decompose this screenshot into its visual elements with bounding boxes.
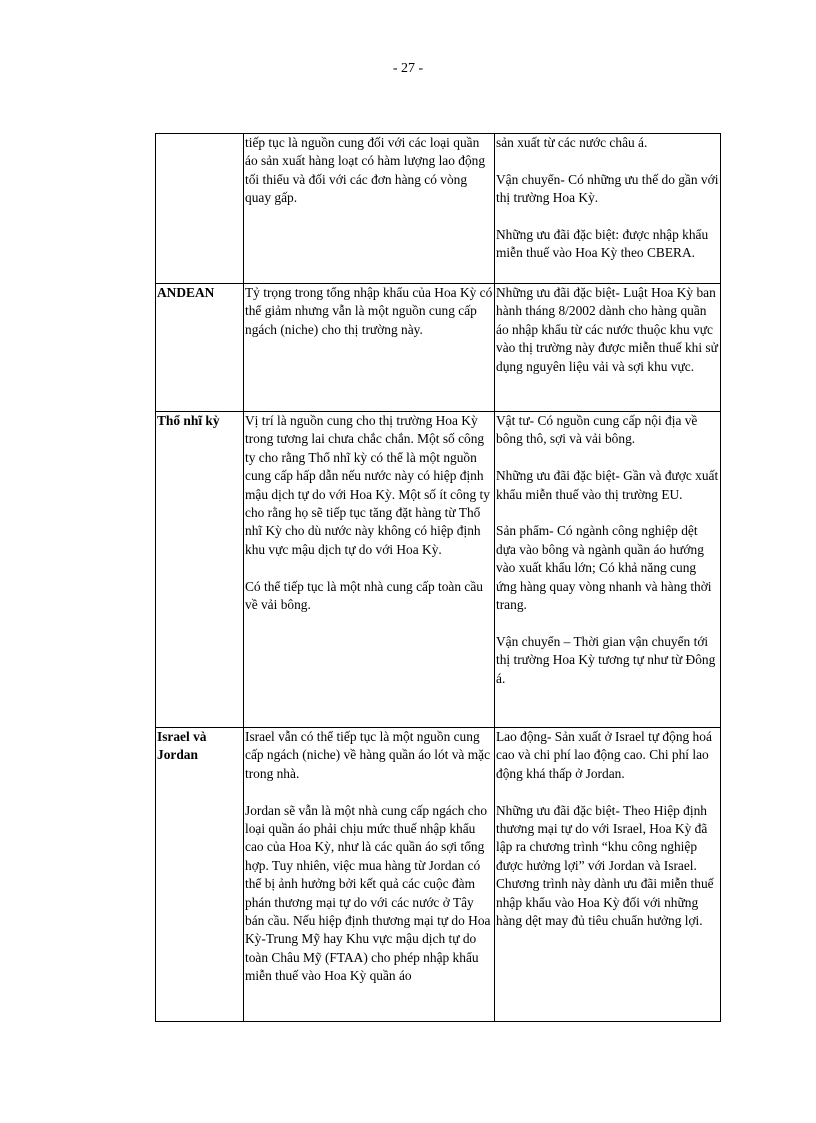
outlook-paragraph: Jordan sẽ vẫn là một nhà cung cấp ngách cho loại quần áo phải chịu mức thuế nhập khẩu cao của Hoa Kỳ, như là các quần áo sợi tổng hợp. Tuy nhiên, việc mua hàng từ Jordan có thể bị ảnh hưởng bởi kết quả các cuộc đàm phán thương mại tự do với các nước ở Tây bán cầu. Nếu hiệp định thương mại tự do Hoa Kỳ-Trung Mỹ hay Khu vực mậu dịch tự do toàn Châu Mỹ (FTAA) cho phép nhập khẩu miễn thuế vào Hoa Kỳ quần áo	[245, 802, 491, 984]
table-row	[156, 728, 721, 1022]
region-label: Thổ nhĩ kỳ	[157, 413, 220, 428]
table-row	[156, 284, 721, 412]
advantage-paragraph: Lao động- Sản xuất ở Israel tự động hoá cao và chi phí lao động cao. Chi phí lao động khá thấp ở Jordan.	[496, 729, 712, 781]
outlook-paragraph: tiếp tục là nguồn cung đối với các loại quần áo sản xuất hàng loạt có hàm lượng lao động tối thiểu và đối với các đơn hàng có vòng quay gấp.	[245, 135, 486, 206]
outlook-cell	[244, 134, 495, 284]
page-number: - 27 -	[392, 61, 424, 76]
outlook-paragraph: Vị trí là nguồn cung cho thị trường Hoa Kỳ trong tương lai chưa chắc chắn. Một số công ty cho rằng Thổ nhĩ kỳ có thể là một nguồn cung cấp hấp dẫn nếu nước này có hiệp định mậu dịch tự do với Hoa Kỳ. Một số ít công ty cho rằng họ sẽ tiếp tục tăng đặt hàng từ Thổ nhĩ Kỳ cho dù nước này không có hiệp định khu vực mậu dịch tự do với Hoa Kỳ.	[245, 413, 490, 557]
advantage-paragraph: Sản phẩm- Có ngành công nghiệp dệt dựa vào bông và ngành quần áo hướng vào xuất khẩu lớn; Có khả năng cung ứng hàng quay vòng nhanh và hàng thời trang.	[496, 523, 712, 613]
advantages-cell	[495, 134, 721, 284]
outlook-paragraph: Israel vẫn có thể tiếp tục là một nguồn cung cấp ngách (niche) về hàng quần áo lót và mặc trong nhà.	[245, 729, 491, 781]
advantages-cell	[495, 284, 721, 412]
outlook-paragraph: Có thể tiếp tục là một nhà cung cấp toàn cầu về vải bông.	[245, 578, 483, 613]
outlook-cell	[244, 284, 495, 412]
region-cell	[156, 284, 244, 412]
advantage-paragraph: Những ưu đãi đặc biệt- Luật Hoa Kỳ ban hành tháng 8/2002 dành cho hàng quần áo nhập khẩu từ các nước thuộc khu vực vào thị trường này được miễn thuế khi sử dụng nguyên liệu vải và sợi khu vực.	[496, 285, 718, 374]
advantage-paragraph: Vận chuyển- Có những ưu thế do gần với thị trường Hoa Kỳ.	[496, 171, 719, 206]
region-label: ANDEAN	[157, 285, 215, 300]
advantages-cell	[495, 412, 721, 728]
advantage-paragraph: Vật tư- Có nguồn cung cấp nội địa về bông thô, sợi và vải bông.	[496, 413, 698, 447]
advantage-paragraph: Những ưu đãi đặc biệt- Gần và được xuất khẩu miễn thuế vào thị trường EU.	[496, 468, 719, 502]
outlook-cell	[244, 728, 495, 1022]
advantage-paragraph: Những ưu đãi đặc biệt: được nhập khẩu miễn thuế vào Hoa Kỳ theo CBERA.	[496, 227, 709, 261]
outlook-cell	[244, 412, 495, 728]
advantage-paragraph: sản xuất từ các nước châu á.	[496, 135, 648, 150]
region-cell	[156, 728, 244, 1022]
table-row	[156, 412, 721, 728]
region-cell	[156, 134, 244, 284]
outlook-paragraph: Tỷ trọng trong tổng nhập khẩu của Hoa Kỳ có thể giảm nhưng vẫn là một nguồn cung cấp ngách (niche) cho thị trường này.	[245, 285, 493, 337]
advantage-paragraph: Vận chuyển – Thời gian vận chuyển tới thị trường Hoa Kỳ tương tự như từ Đông á.	[496, 633, 716, 686]
advantages-cell	[495, 728, 721, 1022]
supplier-outlook-table	[155, 133, 721, 1022]
region-cell	[156, 412, 244, 728]
region-label: Israel và Jordan	[157, 729, 207, 763]
table-row	[156, 134, 721, 284]
advantage-paragraph: Những ưu đãi đặc biệt- Theo Hiệp định thương mại tự do với Israel, Hoa Kỳ đã lập ra chương trình “khu công nghiệp được hưởng lợi” với Jordan và Israel. Chương trình này dành ưu đãi miễn thuế nhập khẩu vào Hoa Kỳ đối với những hàng dệt may đủ tiêu chuẩn hưởng lợi.	[496, 802, 714, 929]
